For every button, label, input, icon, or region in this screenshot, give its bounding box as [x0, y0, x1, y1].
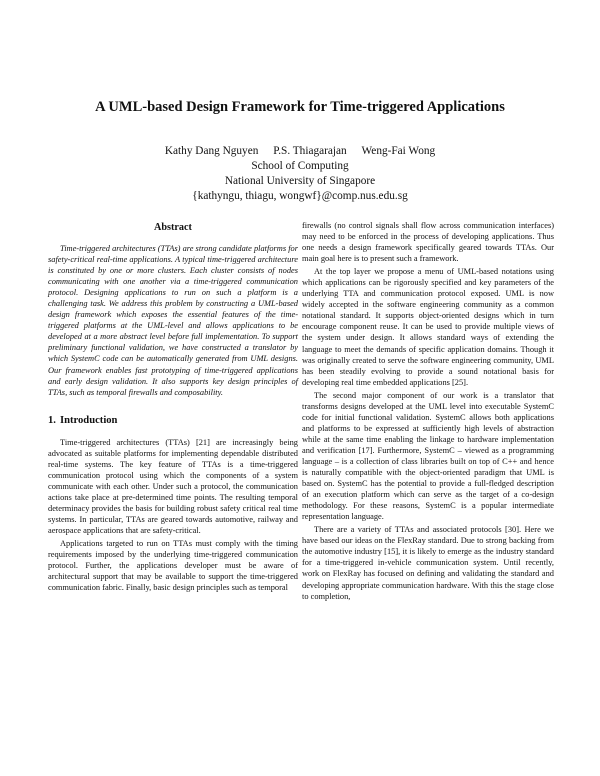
affiliation-department: School of Computing [251, 160, 349, 172]
affiliation-university: National University of Singapore [224, 175, 376, 187]
author-email: {kathyngu, thiagu, wongwf}@comp.nus.edu.sg [192, 190, 408, 202]
author-name: P.S. Thiagarajan [273, 145, 347, 157]
right-paragraph-4: There are a variety of TTAs and associated protocols [30]. Here we have based our ideas on the FlexRay standard. Due to strong backing from the automotive industry [15], it is likely to emerge as the industry standard for a time-triggered in-vehicle communication system. Until recently, work on FlexRay has focused on defining and validating the standard and developing appropriate communication hardware. With this the stage close to completion, [302, 525, 554, 601]
author-name: Kathy Dang Nguyen [164, 145, 259, 157]
right-paragraph-2: At the top layer we propose a menu of UML-based notations using which applications can be rigorously specified and key parameters of the underlying TTA and communication protocol exposed. UML is now widely accepted in the software engineering community as a common notational standard. It supports object-oriented designs which in turn encourage component reuse. It can be used to provide multiple views of the system under design. It allows standard ways of extending the language to meet the demands of specific application domains. Though it was originally created to serve the software engineering community, UML has been steadily evolving to provide a sound notational basis for developing real time embedded applications [25]. [302, 267, 554, 387]
section-number: 1. [48, 414, 56, 426]
section-heading-introduction [48, 414, 298, 427]
intro-paragraph-2: Applications targeted to run on TTAs must comply with the timing requirements imposed by the underlying time-triggered communication protocol. Further, the applications developer must be aware of architectural support that may be available to support the time-triggered communication fabric. Finally, basic design principles such as temporal [48, 539, 298, 593]
right-paragraph-3: The second major component of our work is a translator that transforms designs developed at the UML level into executable SystemC code for initial functional validation. SystemC allows both applications and platforms to be expressed at sufficiently high levels of abstraction while at the same time enabling the linkage to hardware implementation and verification [17]. Furthermore, SystemC – viewed as a programming language – is a collection of class libraries built on top of C++ and hence is naturally compatible with the object-oriented paradigm that UML is based on. SystemC has the potential to provide a full-fledged description of an execution platform which can serve as the target of a co-design methodology. For these reasons, SystemC is a popular intermediate representation language. [302, 390, 554, 522]
section-title: Introduction [59, 414, 118, 426]
author-block [40, 144, 560, 204]
author-name: Weng-Fai Wong [361, 145, 436, 157]
right-column [302, 220, 554, 602]
paper-title: A UML-based Design Framework for Time-triggered Applications [95, 99, 505, 115]
abstract-text: Time-triggered architectures (TTAs) are strong candidate platforms for safety-critical real-time applications. A typical time-triggered architecture is constituted by one or more clusters. Each cluster consists of nodes communicating with one another via a time-triggered communication protocol. Designing applications to run on such a platform is a challenging task. We address this problem by constructing a UML-based design framework which exposes the essential features of the time-triggered platforms at the UML-level and allows applications to be developed at a more abstract level before full implementation. To support preliminary functional validation, we have constructed a translator by which SystemC code can be automatically generated from UML designs. Our framework enables fast prototyping of time-triggered applications and early design validation. It also supports key design principles of TTAs, such as temporal firewalls and composability. [48, 244, 298, 397]
intro-paragraph-1: Time-triggered architectures (TTAs) [21] are increasingly being advocated as suitable platforms for implementing dependable distributed real-time systems. The key feature of TTAs is a time-triggered communication protocol using which the components of a system communicate with each other. Under such a protocol, the communication actions take place at pre-determined time points. The resulting temporal determinacy provides the basis for building robust safety critical real time systems. In particular, TTAs are geared towards automotive, railway and aerospace applications that are safety-critical. [48, 437, 298, 536]
author-names [40, 144, 560, 159]
right-paragraph-1: firewalls (no control signals shall flow across communication interfaces) may need to be enforced in the process of developing applications. Thus one needs a design framework specifically geared towards TTAs. Our main goal here is to present such a framework. [302, 221, 554, 264]
abstract-heading: Abstract [154, 222, 192, 233]
left-column [48, 222, 298, 593]
